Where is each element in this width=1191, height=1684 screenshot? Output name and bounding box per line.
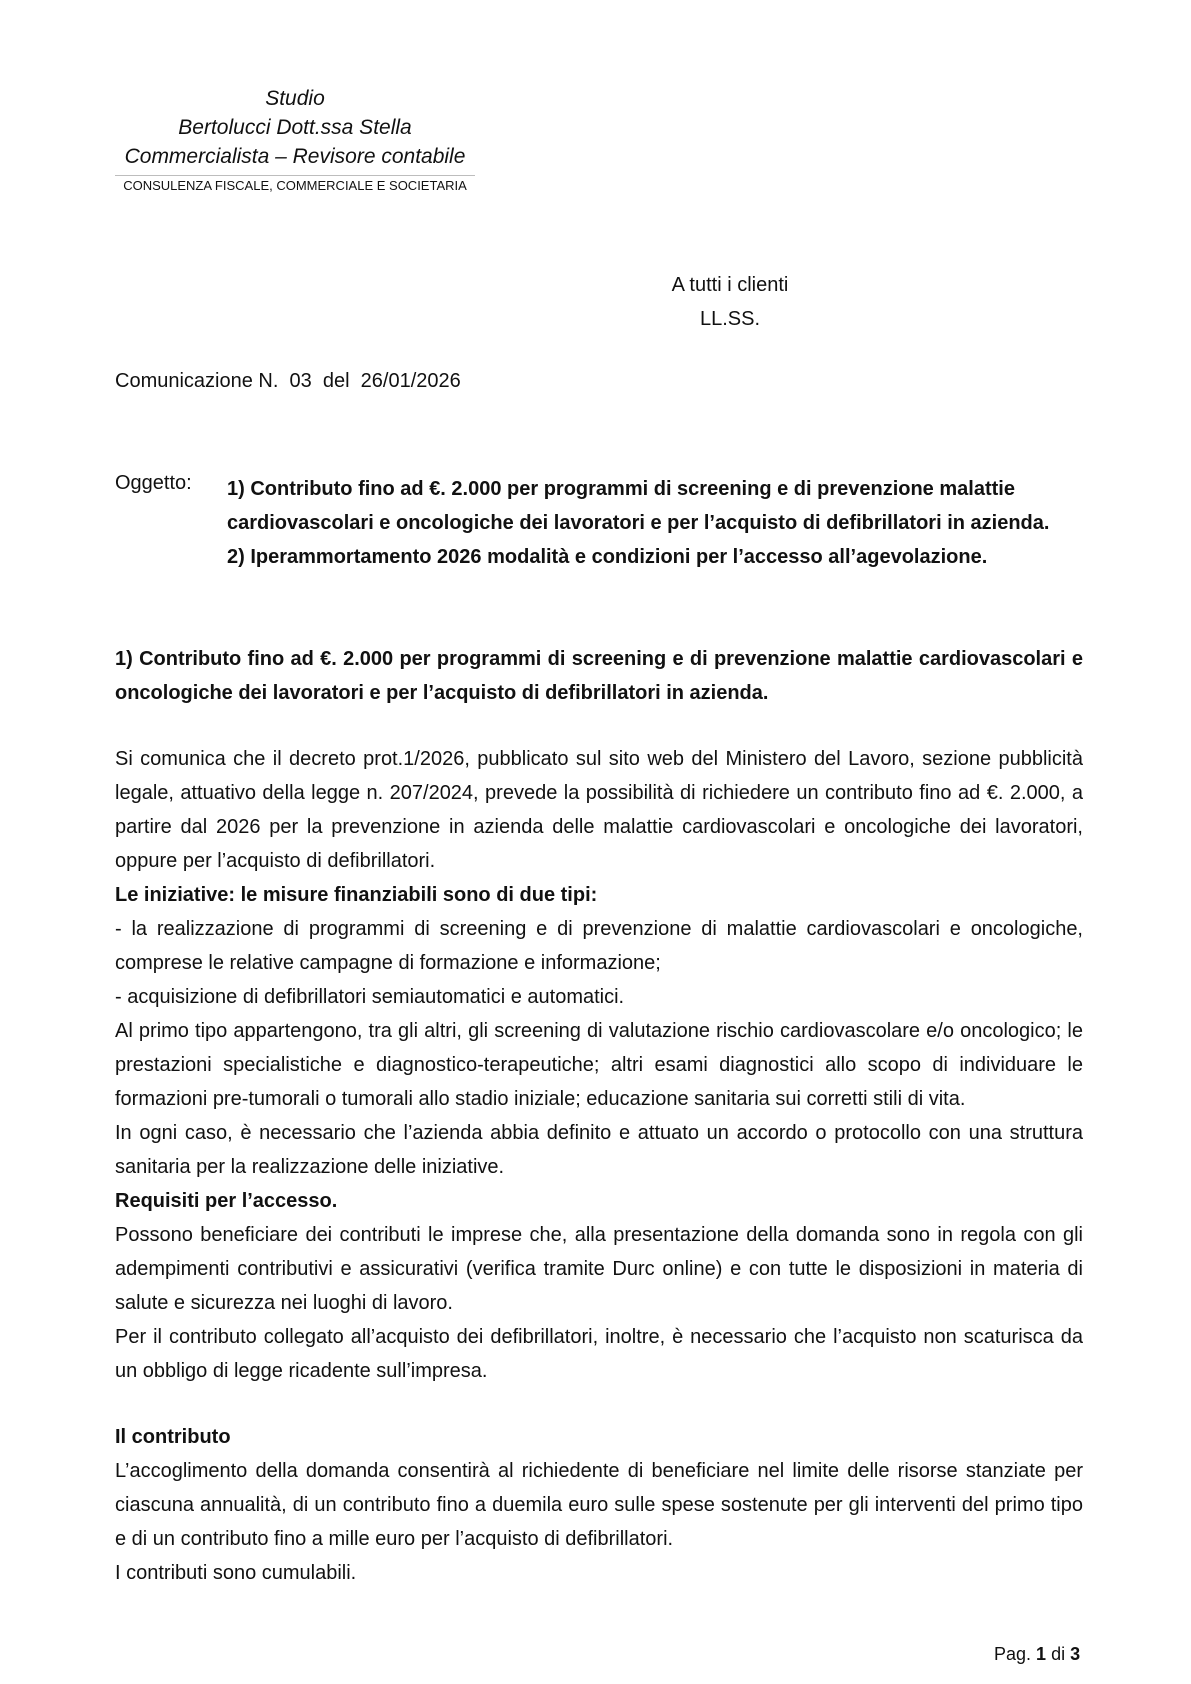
agreement-paragraph: In ogni caso, è necessario che l’azienda abbia definito e attuato un accordo o protocollo con una struttura sanitaria per la realizzazione delle iniziative. [115,1122,1083,1178]
letterhead-profession: Commercialista – Revisore contabile [124,145,466,168]
contribution-heading: Il contributo [115,1426,231,1448]
subject-label: Oggetto: [115,472,192,494]
current-page: 1 [1036,1644,1047,1664]
subject-item-2: 2) Iperammortamento 2026 modalità e condizioni per l’accesso all’agevolazione. [227,546,988,568]
defibrillators-paragraph: Per il contributo collegato all’acquisto dei defibrillatori, inoltre, è necessario che l’acquisto non scaturisca da un obbligo di legge ricadente sull’impresa. [115,1326,1083,1382]
intro-paragraph: Si comunica che il decreto prot.1/2026, pubblicato sul sito web del Ministero del Lavoro, sezione pubblicità legale, attuativo della legge n. 207/2024, prevede la possibilità di richiedere un contributo fino ad €. 2.000, a partire dal 2026 per la prevenzione in azienda delle malattie cardiovascolari e oncologiche dei lavoratori, oppure per l’acquisto di defibrillatori. [115,748,1083,872]
section-heading: 1) Contributo fino ad €. 2.000 per programmi di screening e di prevenzione malattie cardiovascolari e oncologiche dei lavoratori e per l’acquisto di defibrillatori in azienda. [115,648,1083,704]
page-of: di [1051,1644,1066,1664]
communication-number: Comunicazione N. 03 del 26/01/2026 [115,370,461,392]
initiative-item: - acquisizione di defibrillatori semiautomatici e automatici. [115,986,625,1008]
requirements-paragraph: Possono beneficiare dei contributi le imprese che, alla presentazione della domanda sono in regola con gli adempimenti contributivi e assicurativi (verifica tramite Durc online) e con tutte le disposizioni in materia di salute e sicurezza nei luoghi di lavoro. [115,1224,1083,1314]
initiatives-heading: Le iniziative: le misure finanziabili sono di due tipi: [115,884,598,906]
paragraph-spacer [115,1388,1083,1420]
cumulative-note: I contributi sono cumulabili. [115,1562,357,1584]
subject-items [227,472,1107,574]
initiative-item: - la realizzazione di programmi di screening e di prevenzione di malattie cardiovascolari e oncologiche, comprese le relative campagne di formazione e informazione; [115,918,1083,974]
letterhead [115,84,475,196]
letterhead-studio: Studio [265,87,325,110]
letterhead-name: Bertolucci Dott.ssa Stella [178,116,412,139]
first-type-paragraph: Al primo tipo appartengono, tra gli altri, gli screening di valutazione rischio cardiovascolare e/o oncologico; le prestazioni specialistiche e diagnostico-terapeutiche; altri esami diagnostici allo scopo di individuare le formazioni pre-tumorali o tumorali allo stadio iniziale; educazione sanitaria sui corretti stili di vita. [115,1020,1083,1110]
requirements-heading: Requisiti per l’accesso. [115,1190,338,1212]
recipient-salutation: LL.SS. [699,308,761,330]
recipient-line: A tutti i clienti [671,274,789,296]
letterhead-subtitle: CONSULENZA FISCALE, COMMERCIALE E SOCIETARIA [123,178,467,193]
total-pages: 3 [1070,1644,1081,1664]
page-prefix: Pag. [994,1644,1032,1664]
page-number [994,1644,1080,1665]
subject-item-1: 1) Contributo fino ad €. 2.000 per programmi di screening e di prevenzione malattie cardiovascolari e oncologiche dei lavoratori e per l’acquisto di defibrillatori in azienda. [227,478,1050,534]
recipient-block [645,268,815,336]
document-body [115,642,1083,1590]
contribution-paragraph: L’accoglimento della domanda consentirà al richiedente di beneficiare nel limite delle risorse stanziate per ciascuna annualità, di un contributo fino a duemila euro sulle spese sostenute per gli interventi del primo tipo e di un contributo fino a mille euro per l’acquisto di defibrillatori. [115,1460,1083,1550]
